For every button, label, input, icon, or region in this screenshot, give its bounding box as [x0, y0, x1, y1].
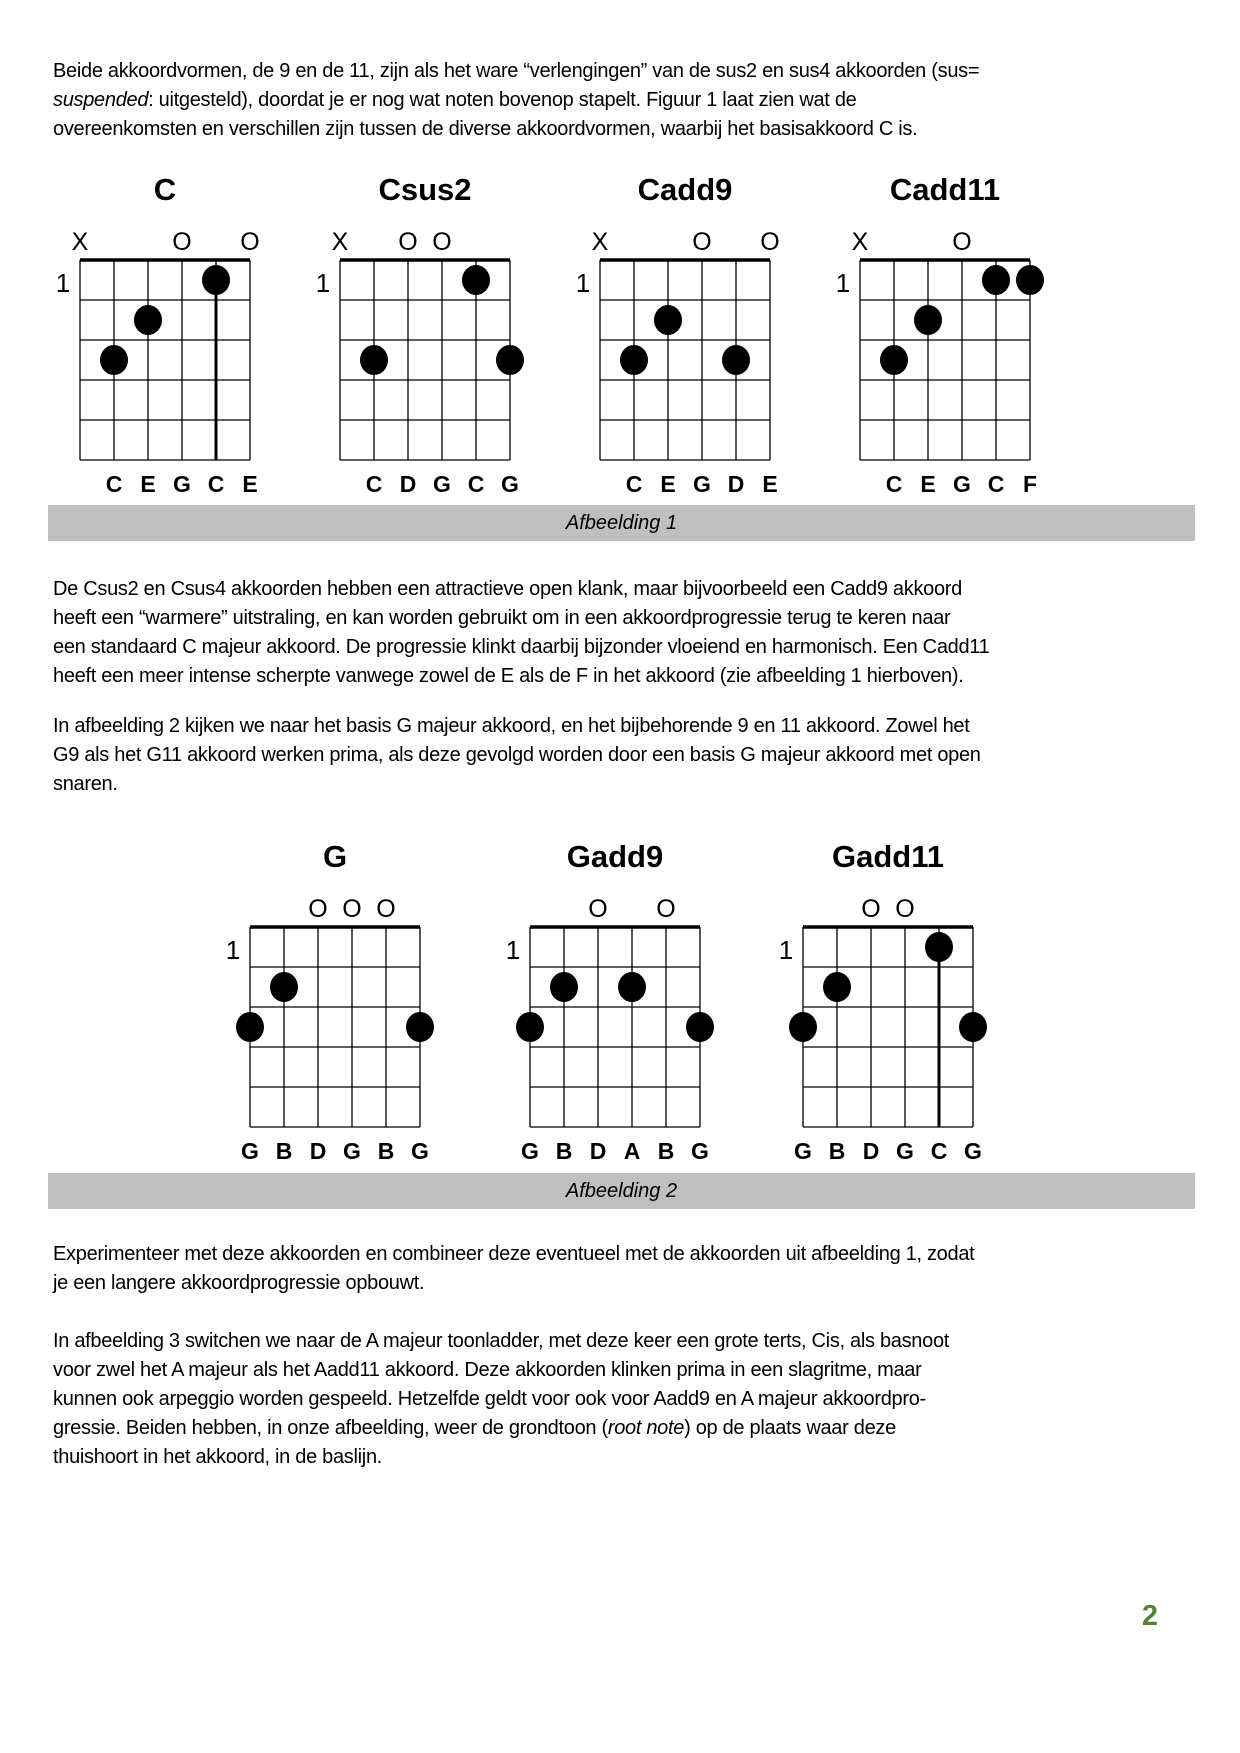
finger-dot — [360, 345, 388, 375]
figure-1-chord-diagrams — [45, 170, 1195, 505]
paragraph-a-major — [53, 1327, 1063, 1472]
fret-number-label: 1 — [505, 935, 521, 965]
open-string-marker: O — [692, 228, 712, 256]
note-name-label: B — [828, 1138, 846, 1164]
paragraph-intro — [53, 57, 1063, 144]
finger-dot — [406, 1012, 434, 1042]
note-name-label: G — [521, 1138, 539, 1164]
chord-title: Cadd9 — [637, 172, 733, 207]
chord-title: Cadd11 — [889, 172, 1001, 207]
note-name-label: G — [794, 1138, 812, 1164]
finger-dot — [496, 345, 524, 375]
note-name-label: C — [105, 471, 123, 497]
text-line: overeenkomsten en verschillen zijn tussen de diverse akkoordvormen, waarbij het basisakkoord C is. — [53, 118, 918, 140]
finger-dot — [982, 265, 1010, 295]
figure-2-chord-diagrams — [215, 837, 1195, 1172]
open-string-marker: O — [342, 895, 362, 923]
note-name-label: G — [953, 471, 971, 497]
finger-dot — [134, 305, 162, 335]
open-string-marker: O — [398, 228, 418, 256]
note-name-label: D — [589, 1138, 607, 1164]
open-string-marker: O — [172, 228, 192, 256]
fret-number-label: 1 — [315, 268, 331, 298]
note-name-label: G — [173, 471, 191, 497]
chord-title: C — [153, 172, 177, 207]
text-line: In afbeelding 2 kijken we naar het basis G majeur akkoord, en het bijbehorende 9 en 11 akkoord. Zowel het — [53, 715, 970, 737]
chord-diagram-Csus2 — [305, 170, 545, 505]
note-name-label: B — [555, 1138, 573, 1164]
finger-dot — [914, 305, 942, 335]
finger-dot — [202, 265, 230, 295]
note-name-label: G — [501, 471, 519, 497]
fret-number-label: 1 — [778, 935, 794, 965]
finger-dot — [550, 972, 578, 1002]
muted-string-marker: X — [71, 228, 89, 256]
text-line: voor zwel het A majeur als het Aadd11 akkoord. Deze akkoorden klinken prima in een slagritme, maar — [53, 1359, 922, 1381]
note-name-label: G — [693, 471, 711, 497]
text-line: een standaard C majeur akkoord. De progressie klinkt daarbij bijzonder vloeiend en harmonisch. Een Cadd11 — [53, 636, 990, 658]
text-line: heeft een “warmere” uitstraling, en kan worden gebruikt om in een akkoordprogressie terug te keren naar — [53, 607, 951, 629]
text-line: suspended: uitgesteld), doordat je er nog wat noten bovenop stapelt. Figuur 1 laat zien wat de — [53, 89, 857, 111]
chord-diagram-Cadd11 — [825, 170, 1065, 505]
chord-title: Csus2 — [378, 172, 472, 207]
finger-dot — [789, 1012, 817, 1042]
text-line: je een langere akkoordprogressie opbouwt. — [53, 1272, 425, 1294]
note-name-label: B — [657, 1138, 675, 1164]
note-name-label: D — [309, 1138, 327, 1164]
finger-dot — [880, 345, 908, 375]
open-string-marker: O — [308, 895, 328, 923]
note-name-label: C — [467, 471, 485, 497]
note-name-label: B — [275, 1138, 293, 1164]
open-string-marker: O — [432, 228, 452, 256]
muted-string-marker: X — [591, 228, 609, 256]
text-line: gressie. Beiden hebben, in onze afbeelding, weer de grondtoon (root note) op de plaats waar deze — [53, 1417, 896, 1439]
open-string-marker: O — [240, 228, 260, 256]
finger-dot — [686, 1012, 714, 1042]
paragraph-csus-description — [53, 575, 1063, 691]
note-name-label: G — [433, 471, 451, 497]
text-line: heeft een meer intense scherpte vanwege zowel de E als de F in het akkoord (zie afbeelding 1 hierboven). — [53, 665, 964, 687]
text-line: De Csus2 en Csus4 akkoorden hebben een attractieve open klank, maar bijvoorbeeld een Cadd9 akkoord — [53, 578, 962, 600]
figure-caption — [48, 505, 1195, 541]
text-line: Experimenteer met deze akkoorden en combineer deze eventueel met de akkoorden uit afbeelding 1, zodat — [53, 1243, 975, 1265]
note-name-label: E — [140, 471, 156, 497]
open-string-marker: O — [656, 895, 676, 923]
note-name-label: C — [365, 471, 383, 497]
open-string-marker: O — [952, 228, 972, 256]
note-name-label: G — [964, 1138, 982, 1164]
muted-string-marker: X — [851, 228, 869, 256]
note-name-label: G — [411, 1138, 429, 1164]
text-line: Beide akkoordvormen, de 9 en de 11, zijn als het ware “verlengingen” van de sus2 en sus4 akkoorden (sus= — [53, 60, 980, 82]
finger-dot — [1016, 265, 1044, 295]
note-name-label: C — [930, 1138, 948, 1164]
finger-dot — [462, 265, 490, 295]
note-name-label: G — [241, 1138, 259, 1164]
page-number: 2 — [1141, 1600, 1159, 1632]
fret-number-label: 1 — [55, 268, 71, 298]
note-name-label: D — [399, 471, 417, 497]
fret-number-label: 1 — [225, 935, 241, 965]
note-name-label: C — [885, 471, 903, 497]
text-line: snaren. — [53, 773, 118, 795]
note-name-label: A — [623, 1138, 641, 1164]
figure-caption — [48, 1173, 1195, 1209]
finger-dot — [620, 345, 648, 375]
chord-title: Gadd11 — [832, 839, 944, 874]
text-line: G9 als het G11 akkoord werken prima, als deze gevolgd worden door een basis G majeur akkoord met open — [53, 744, 981, 766]
note-name-label: C — [625, 471, 643, 497]
finger-dot — [925, 932, 953, 962]
finger-dot — [722, 345, 750, 375]
note-name-label: F — [1022, 471, 1038, 497]
figure-caption-label: Afbeelding 1 — [565, 511, 678, 534]
finger-dot — [654, 305, 682, 335]
chord-diagram-Gadd11 — [768, 837, 1008, 1172]
note-name-label: E — [242, 471, 258, 497]
chord-diagram-Cadd9 — [565, 170, 805, 505]
text-line: thuishoort in het akkoord, in de baslijn. — [53, 1446, 383, 1468]
note-name-label: G — [691, 1138, 709, 1164]
paragraph-experiment — [53, 1240, 1063, 1298]
finger-dot — [959, 1012, 987, 1042]
open-string-marker: O — [376, 895, 396, 923]
note-name-label: D — [862, 1138, 880, 1164]
finger-dot — [516, 1012, 544, 1042]
note-name-label: D — [727, 471, 745, 497]
open-string-marker: O — [861, 895, 881, 923]
open-string-marker: O — [895, 895, 915, 923]
open-string-marker: O — [588, 895, 608, 923]
note-name-label: C — [207, 471, 225, 497]
paragraph-g-chords-intro — [53, 712, 1063, 799]
note-name-label: E — [660, 471, 676, 497]
text-line: kunnen ook arpeggio worden gespeeld. Hetzelfde geldt voor ook voor Aadd9 en A majeur akkoordpro- — [53, 1388, 926, 1410]
chord-diagram-C — [45, 170, 285, 505]
note-name-label: B — [377, 1138, 395, 1164]
chord-diagram-G — [215, 837, 455, 1172]
note-name-label: G — [343, 1138, 361, 1164]
note-name-label: G — [896, 1138, 914, 1164]
fret-number-label: 1 — [575, 268, 591, 298]
note-name-label: E — [762, 471, 778, 497]
finger-dot — [270, 972, 298, 1002]
chord-title: G — [322, 839, 348, 874]
finger-dot — [100, 345, 128, 375]
finger-dot — [823, 972, 851, 1002]
note-name-label: C — [987, 471, 1005, 497]
note-name-label: E — [920, 471, 936, 497]
muted-string-marker: X — [331, 228, 349, 256]
fret-number-label: 1 — [835, 268, 851, 298]
finger-dot — [618, 972, 646, 1002]
open-string-marker: O — [760, 228, 780, 256]
chord-title: Gadd9 — [566, 839, 664, 874]
chord-diagram-Gadd9 — [495, 837, 735, 1172]
text-line: In afbeelding 3 switchen we naar de A majeur toonladder, met deze keer een grote terts, Cis, als basnoot — [53, 1330, 950, 1352]
finger-dot — [236, 1012, 264, 1042]
figure-caption-label: Afbeelding 2 — [565, 1179, 678, 1202]
